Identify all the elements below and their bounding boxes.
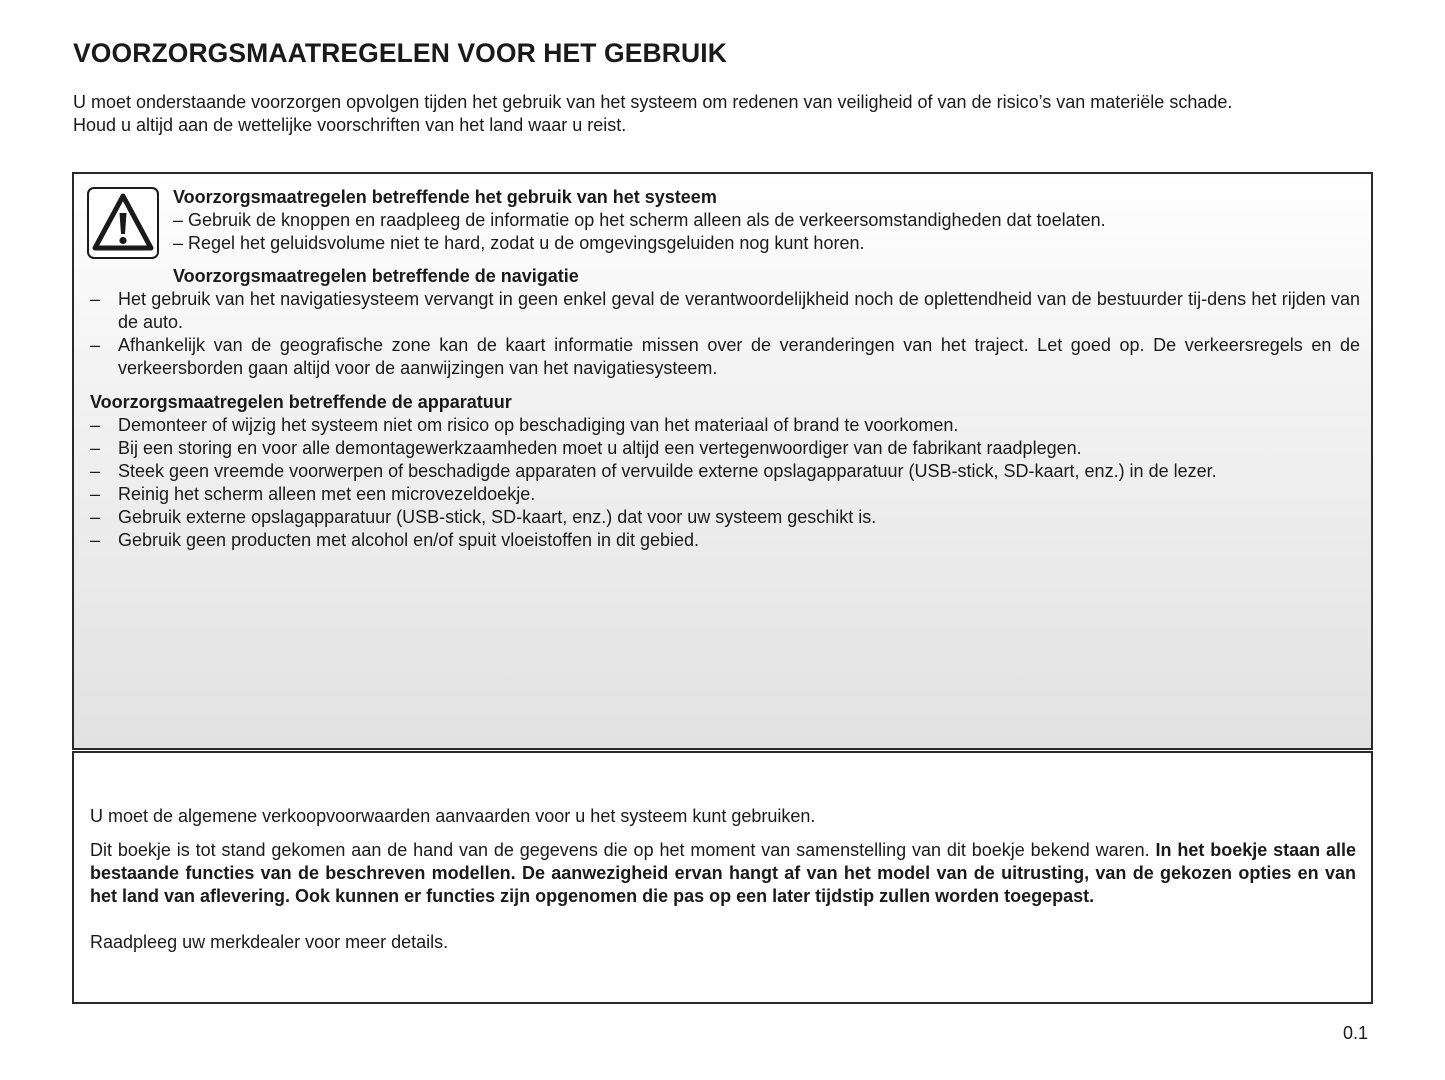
dash: – <box>90 530 101 550</box>
page-title: VOORZORGSMAATREGELEN VOOR HET GEBRUIK <box>73 38 727 68</box>
disclaimer-text: Dit boekje is tot stand gekomen aan de hand van de gegevens die op het moment van samenstelling van dit boekje bekend waren. <box>90 840 1156 860</box>
list-item-text: Steek geen vreemde voorwerpen of beschadigde apparaten of vervuilde externe opslagapparatuur (USB-stick, SD-kaart, enz.) in de lezer. <box>118 461 1217 481</box>
section-heading: Voorzorgsmaatregelen betreffende het gebruik van het systeem <box>173 187 717 207</box>
dealer-paragraph: Raadpleeg uw merkdealer voor meer details. <box>90 932 449 952</box>
list-item-text: Afhankelijk van de geografische zone kan de kaart informatie missen over de veranderingen van het traject. Let goed op. De verkeersregels en de verkeersborden gaan altijd voor de aanwijzingen van het navigatiesysteem. <box>118 335 1360 378</box>
section-heading: Voorzorgsmaatregelen betreffende de apparatuur <box>90 392 512 412</box>
intro-line: Houd u altijd aan de wettelijke voorschriften van het land waar u reist. <box>73 115 627 135</box>
dash: – <box>90 438 101 458</box>
list-item-text: Gebruik externe opslagapparatuur (USB-stick, SD-kaart, enz.) dat voor uw systeem geschikt is. <box>118 507 877 527</box>
list-item <box>90 334 1360 380</box>
list-item-text: Bij een storing en voor alle demontagewerkzaamheden moet u altijd een vertegenwoordiger van de fabrikant raadplegen. <box>118 438 1082 458</box>
list-item <box>90 460 1360 483</box>
list-item <box>90 437 1360 460</box>
dash: – <box>90 335 101 355</box>
section-equipment <box>90 391 1360 552</box>
dash: – <box>90 415 101 435</box>
page-number: 0.1 <box>1343 1023 1369 1043</box>
dash: – <box>90 289 101 309</box>
section-navigation <box>90 288 1360 380</box>
warning-box <box>72 172 1373 750</box>
list-item <box>90 506 1360 529</box>
dash: – <box>90 507 101 527</box>
list-item <box>90 288 1360 334</box>
list-item <box>90 483 1360 506</box>
dash: – <box>90 461 101 481</box>
list-item: – Regel het geluidsvolume niet te hard, zodat u de omgevingsgeluiden nog kunt horen. <box>173 233 865 253</box>
list-item-text: Gebruik geen producten met alcohol en/of spuit vloeistoffen in dit gebied. <box>118 530 700 550</box>
dash: – <box>90 484 101 504</box>
disclaimer-paragraph <box>90 839 1356 908</box>
intro-line: U moet onderstaande voorzorgen opvolgen tijden het gebruik van het systeem om redenen van veiligheid of van de risico’s van materiële schade. <box>73 92 1233 112</box>
section-heading: Voorzorgsmaatregelen betreffende de navigatie <box>173 266 579 286</box>
list-item <box>90 529 1360 552</box>
section-system <box>173 186 1363 255</box>
list-item: – Gebruik de knoppen en raadpleeg de informatie op het scherm alleen als de verkeersomstandigheden dat toelaten. <box>173 210 1106 230</box>
list-item-text: Reinig het scherm alleen met een microvezeldoekje. <box>118 484 536 504</box>
intro-text <box>73 91 1383 137</box>
disclaimer-bold-text: In het boekje staan alle bestaande functies van de beschreven modellen. De aanwezigheid ervan hangt af van het model van de uitrusting, van de gekozen opties en van het land van aflevering. Ook kunnen er functies zijn opgenomen die pas op een later tijdstip zullen worden toegepast. <box>90 840 1356 906</box>
list-item <box>90 414 1360 437</box>
list-item-text: Demonteer of wijzig het systeem niet om risico op beschadiging van het materiaal of brand te voorkomen. <box>118 415 959 435</box>
warning-triangle-icon <box>87 187 159 259</box>
conditions-paragraph: U moet de algemene verkoopvoorwaarden aanvaarden voor u het systeem kunt gebruiken. <box>90 806 816 826</box>
list-item-text: Het gebruik van het navigatiesysteem vervangt in geen enkel geval de verantwoordelijkheid noch de oplettendheid van de bestuurder tij-dens het rijden van de auto. <box>118 289 1360 332</box>
conditions-box <box>72 751 1373 1004</box>
